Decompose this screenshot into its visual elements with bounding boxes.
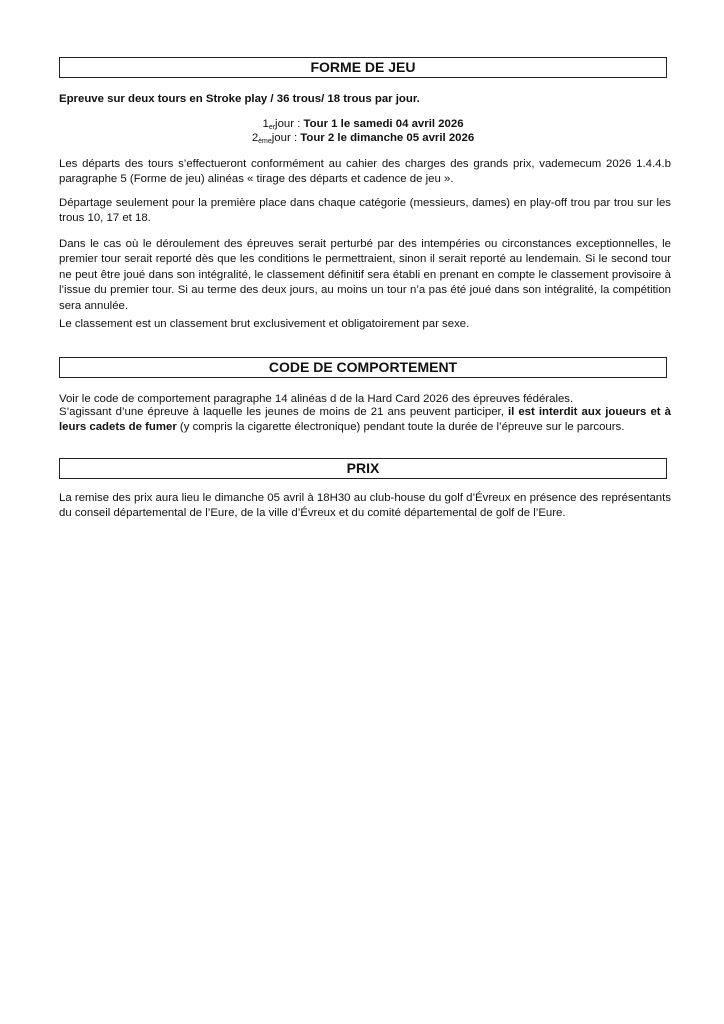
section-title: PRIX: [346, 460, 380, 476]
smoking-ban-emphasis: il est interdit aux joueurs et à leurs cadets de fumer: [59, 406, 671, 434]
paragraph-prix: La remise des prix aura lieu le dimanche 05 avril à 18H30 au club-house du golf d’Évreux en présence des représentants du conseil départemental de l’Eure, de la ville d’Évreux et du comité départemental de golf de l’Eure.: [59, 492, 671, 520]
schedule-day-2-detail: Tour 2 le dimanche 05 avril 2026: [300, 132, 475, 144]
section-title: CODE DE COMPORTEMENT: [268, 359, 458, 375]
ordinal-suffix: ème: [258, 138, 272, 145]
paragraph-code-ref: Voir le code de comportement paragraphe 14 alinéas d de la Hard Card 2026 des épreuves fédérales.: [59, 393, 574, 405]
paragraph-intemperies: Dans le cas où le déroulement des épreuves serait perturbé par des intempéries ou circonstances exceptionnelles, le premier tour serait reporté dès que les conditions le permettraient, sinon il serait reporté au lendemain. Si le second tour ne peut être joué dans son intégralité, le classement définitif sera établi en prenant en compte le classement provisoire à l’issue du premier tour. Si au terme des deux jours, au moins un tour n’a pas été joué dans son intégralité, la compétition sera annulée.: [59, 238, 671, 312]
section-header-code-de-comportement: [59, 357, 667, 378]
ordinal-suffix: er: [268, 124, 276, 131]
schedule-day-2: $2_{ème}jour$ : Tour 2 le dimanche 05 avril 2026: [251, 132, 475, 145]
intro-line: [59, 92, 671, 107]
schedule-day-1: $1_{er}jour$ : Tour 1 le samedi 04 avril 2026: [262, 118, 464, 131]
paragraph-smoking-rule: S’agissant d’une épreuve à laquelle les jeunes de moins de 21 ans peuvent participer, il est interdit aux joueurs et à leurs cadets de fumer (y compris la cigarette électronique) pendant toute la durée de l’épreuve sur le parcours.: [59, 406, 671, 434]
section-header-prix: [59, 458, 667, 479]
paragraph-departs: Les départs des tours s’effectueront conformément au cahier des charges des grands prix, vademecum 2026 1.4.4.b paragraphe 5 (Forme de jeu) alinéas « tirage des départs et cadence de jeu ».: [59, 158, 671, 186]
schedule-day-1-detail: Tour 1 le samedi 04 avril 2026: [303, 118, 464, 130]
paragraph-departage: Départage seulement pour la première place dans chaque catégorie (messieurs, dames) en play-off trou par trou sur les trous 10, 17 et 18.: [59, 197, 671, 225]
paragraph-classement: Le classement est un classement brut exclusivement et obligatoirement par sexe.: [59, 318, 470, 330]
section-title: FORME DE JEU: [310, 59, 416, 75]
section-header-forme-de-jeu: [59, 57, 667, 78]
intro-text: Epreuve sur deux tours en Stroke play / 36 trous/ 18 trous par jour.: [59, 93, 420, 105]
